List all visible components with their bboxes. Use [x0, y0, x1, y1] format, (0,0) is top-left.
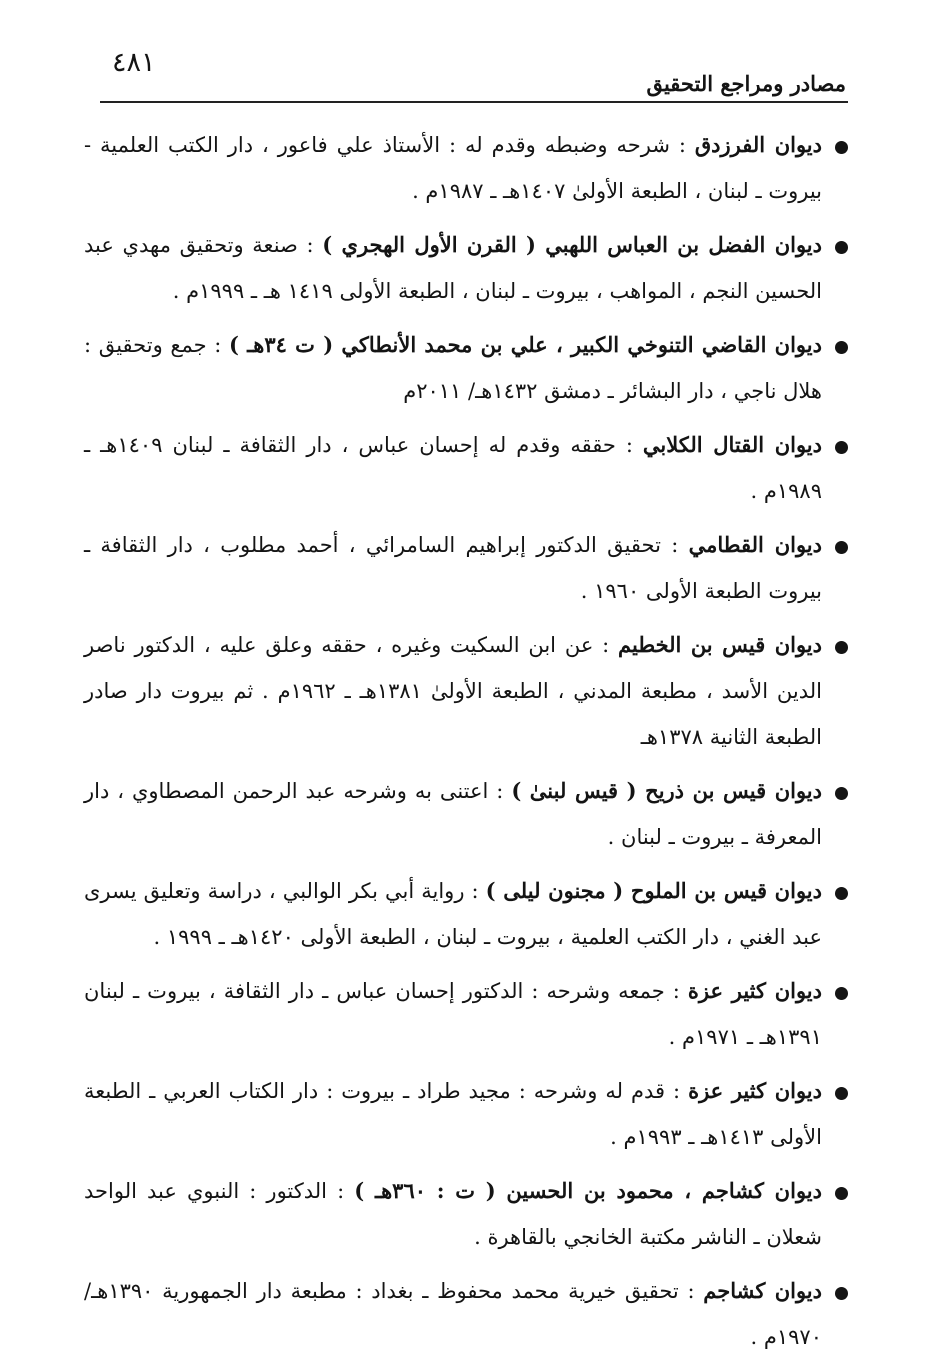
entry-details: : قدم له وشرحه : مجيد طراد ـ بيروت : دار الكتاب العربي ـ الطبعة الأولى ١٤١٣هـ ـ ١٩٩٣م .: [84, 1079, 822, 1149]
bullet-icon: [835, 987, 848, 1000]
entry-title: ديوان كثير عزة: [687, 978, 822, 1003]
bullet-icon: [835, 787, 848, 800]
bullet-icon: [835, 1087, 848, 1100]
entry-details: : الدكتور : النبوي عبد الواحد شعلان ـ الناشر مكتبة الخانجي بالقاهرة .: [84, 1179, 822, 1249]
bibliography-entry: [84, 1168, 848, 1260]
entry-title: ديوان كثير عزة: [688, 1078, 822, 1103]
entry-details: : صنعة وتحقيق مهدي عبد الحسين النجم ، المواهب ، بيروت ـ لبنان ، الطبعة الأولى ١٤١٩ هـ ـ ١٩٩٩م .: [84, 233, 822, 303]
entry-title: ديوان القطامي: [688, 532, 822, 557]
bibliography-entry: [84, 322, 848, 414]
bibliography-entry: [84, 222, 848, 314]
entry-title: ديوان القاضي التنوخي الكبير ، علي بن محمد الأنطاكي ( ت ٣٤هـ ): [228, 332, 822, 357]
bibliography-entry: [84, 1068, 848, 1160]
entry-title: ديوان الفرزدق: [694, 132, 822, 157]
bullet-icon: [835, 1287, 848, 1300]
bullet-icon: [835, 541, 848, 554]
bullet-icon: [835, 1187, 848, 1200]
bibliography-entry: [84, 622, 848, 760]
page-number: ٤٨١: [112, 47, 156, 78]
entry-title: ديوان قيس بن الخطيم: [618, 632, 822, 657]
bibliography-list: [84, 122, 848, 1368]
entry-details: : تحقيق خيرية محمد محفوظ ـ بغداد : مطبعة دار الجمهورية ١٣٩٠هـ/ ١٩٧٠م .: [84, 1279, 822, 1349]
entry-title: ديوان قيس بن ذريح ( قيس لبنىٰ ): [511, 778, 822, 803]
entry-details: : رواية أبي بكر الوالبي ، دراسة وتعليق يسرى عبد الغني ، دار الكتب العلمية ، بيروت ـ لبنان ، الطبعة الأولى ١٤٢٠هـ ـ ١٩٩٩ .: [84, 879, 822, 949]
bullet-icon: [835, 141, 848, 154]
header-rule: [100, 101, 848, 103]
entry-details: : حققه وقدم له إحسان عباس ، دار الثقافة ـ لبنان ١٤٠٩هـ ـ ١٩٨٩م .: [84, 433, 822, 503]
entry-title: ديوان قيس بن الملوح ( مجنون ليلى ): [485, 878, 822, 903]
entry-details: : جمع وتحقيق : هلال ناجي ، دار البشائر ـ دمشق ١٤٣٢هـ/ ٢٠١١م: [84, 333, 822, 403]
bullet-icon: [835, 341, 848, 354]
bibliography-entry: [84, 768, 848, 860]
bibliography-entry: [84, 868, 848, 960]
entry-details: : اعتنى به وشرحه عبد الرحمن المصطاوي ، دار المعرفة ـ بيروت ـ لبنان .: [84, 779, 822, 849]
entry-details: : شرحه وضبطه وقدم له : الأستاذ علي فاعور ، دار الكتب العلمية - بيروت ـ لبنان ، الطبعة الأولىٰ ١٤٠٧هـ ـ ١٩٨٧م .: [84, 133, 822, 203]
bibliography-entry: [84, 1268, 848, 1360]
entry-title: ديوان الفضل بن العباس اللهبي ( القرن الأول الهجري ): [322, 232, 823, 257]
bullet-icon: [835, 441, 848, 454]
bullet-icon: [835, 887, 848, 900]
entry-title: ديوان كشاجم ، محمود بن الحسين ( ت : ٣٦٠هـ ): [354, 1178, 822, 1203]
running-head: مصادر ومراجع التحقيق: [646, 71, 846, 96]
entry-details: : عن ابن السكيت وغيره ، حققه وعلق عليه ، الدكتور ناصر الدين الأسد ، مطبعة المدني ، الطبعة الأولىٰ ١٣٨١هـ ـ ١٩٦٢م . ثم بيروت دار صادر الطبعة الثانية ١٣٧٨هـ: [84, 633, 822, 749]
entry-details: : جمعه وشرحه : الدكتور إحسان عباس ـ دار الثقافة ، بيروت ـ لبنان ١٣٩١هـ ـ ١٩٧١م .: [84, 979, 822, 1049]
entry-title: ديوان كشاجم: [703, 1278, 823, 1303]
bullet-icon: [835, 241, 848, 254]
bibliography-entry: [84, 122, 848, 214]
bibliography-entry: [84, 968, 848, 1060]
entry-title: ديوان القتال الكلابي: [642, 432, 823, 457]
bibliography-entry: [84, 422, 848, 514]
entry-details: : تحقيق الدكتور إبراهيم السامرائي ، أحمد مطلوب ، دار الثقافة ـ بيروت الطبعة الأولى ١٩٦٠ .: [84, 533, 822, 603]
bibliography-entry: [84, 522, 848, 614]
bullet-icon: [835, 641, 848, 654]
